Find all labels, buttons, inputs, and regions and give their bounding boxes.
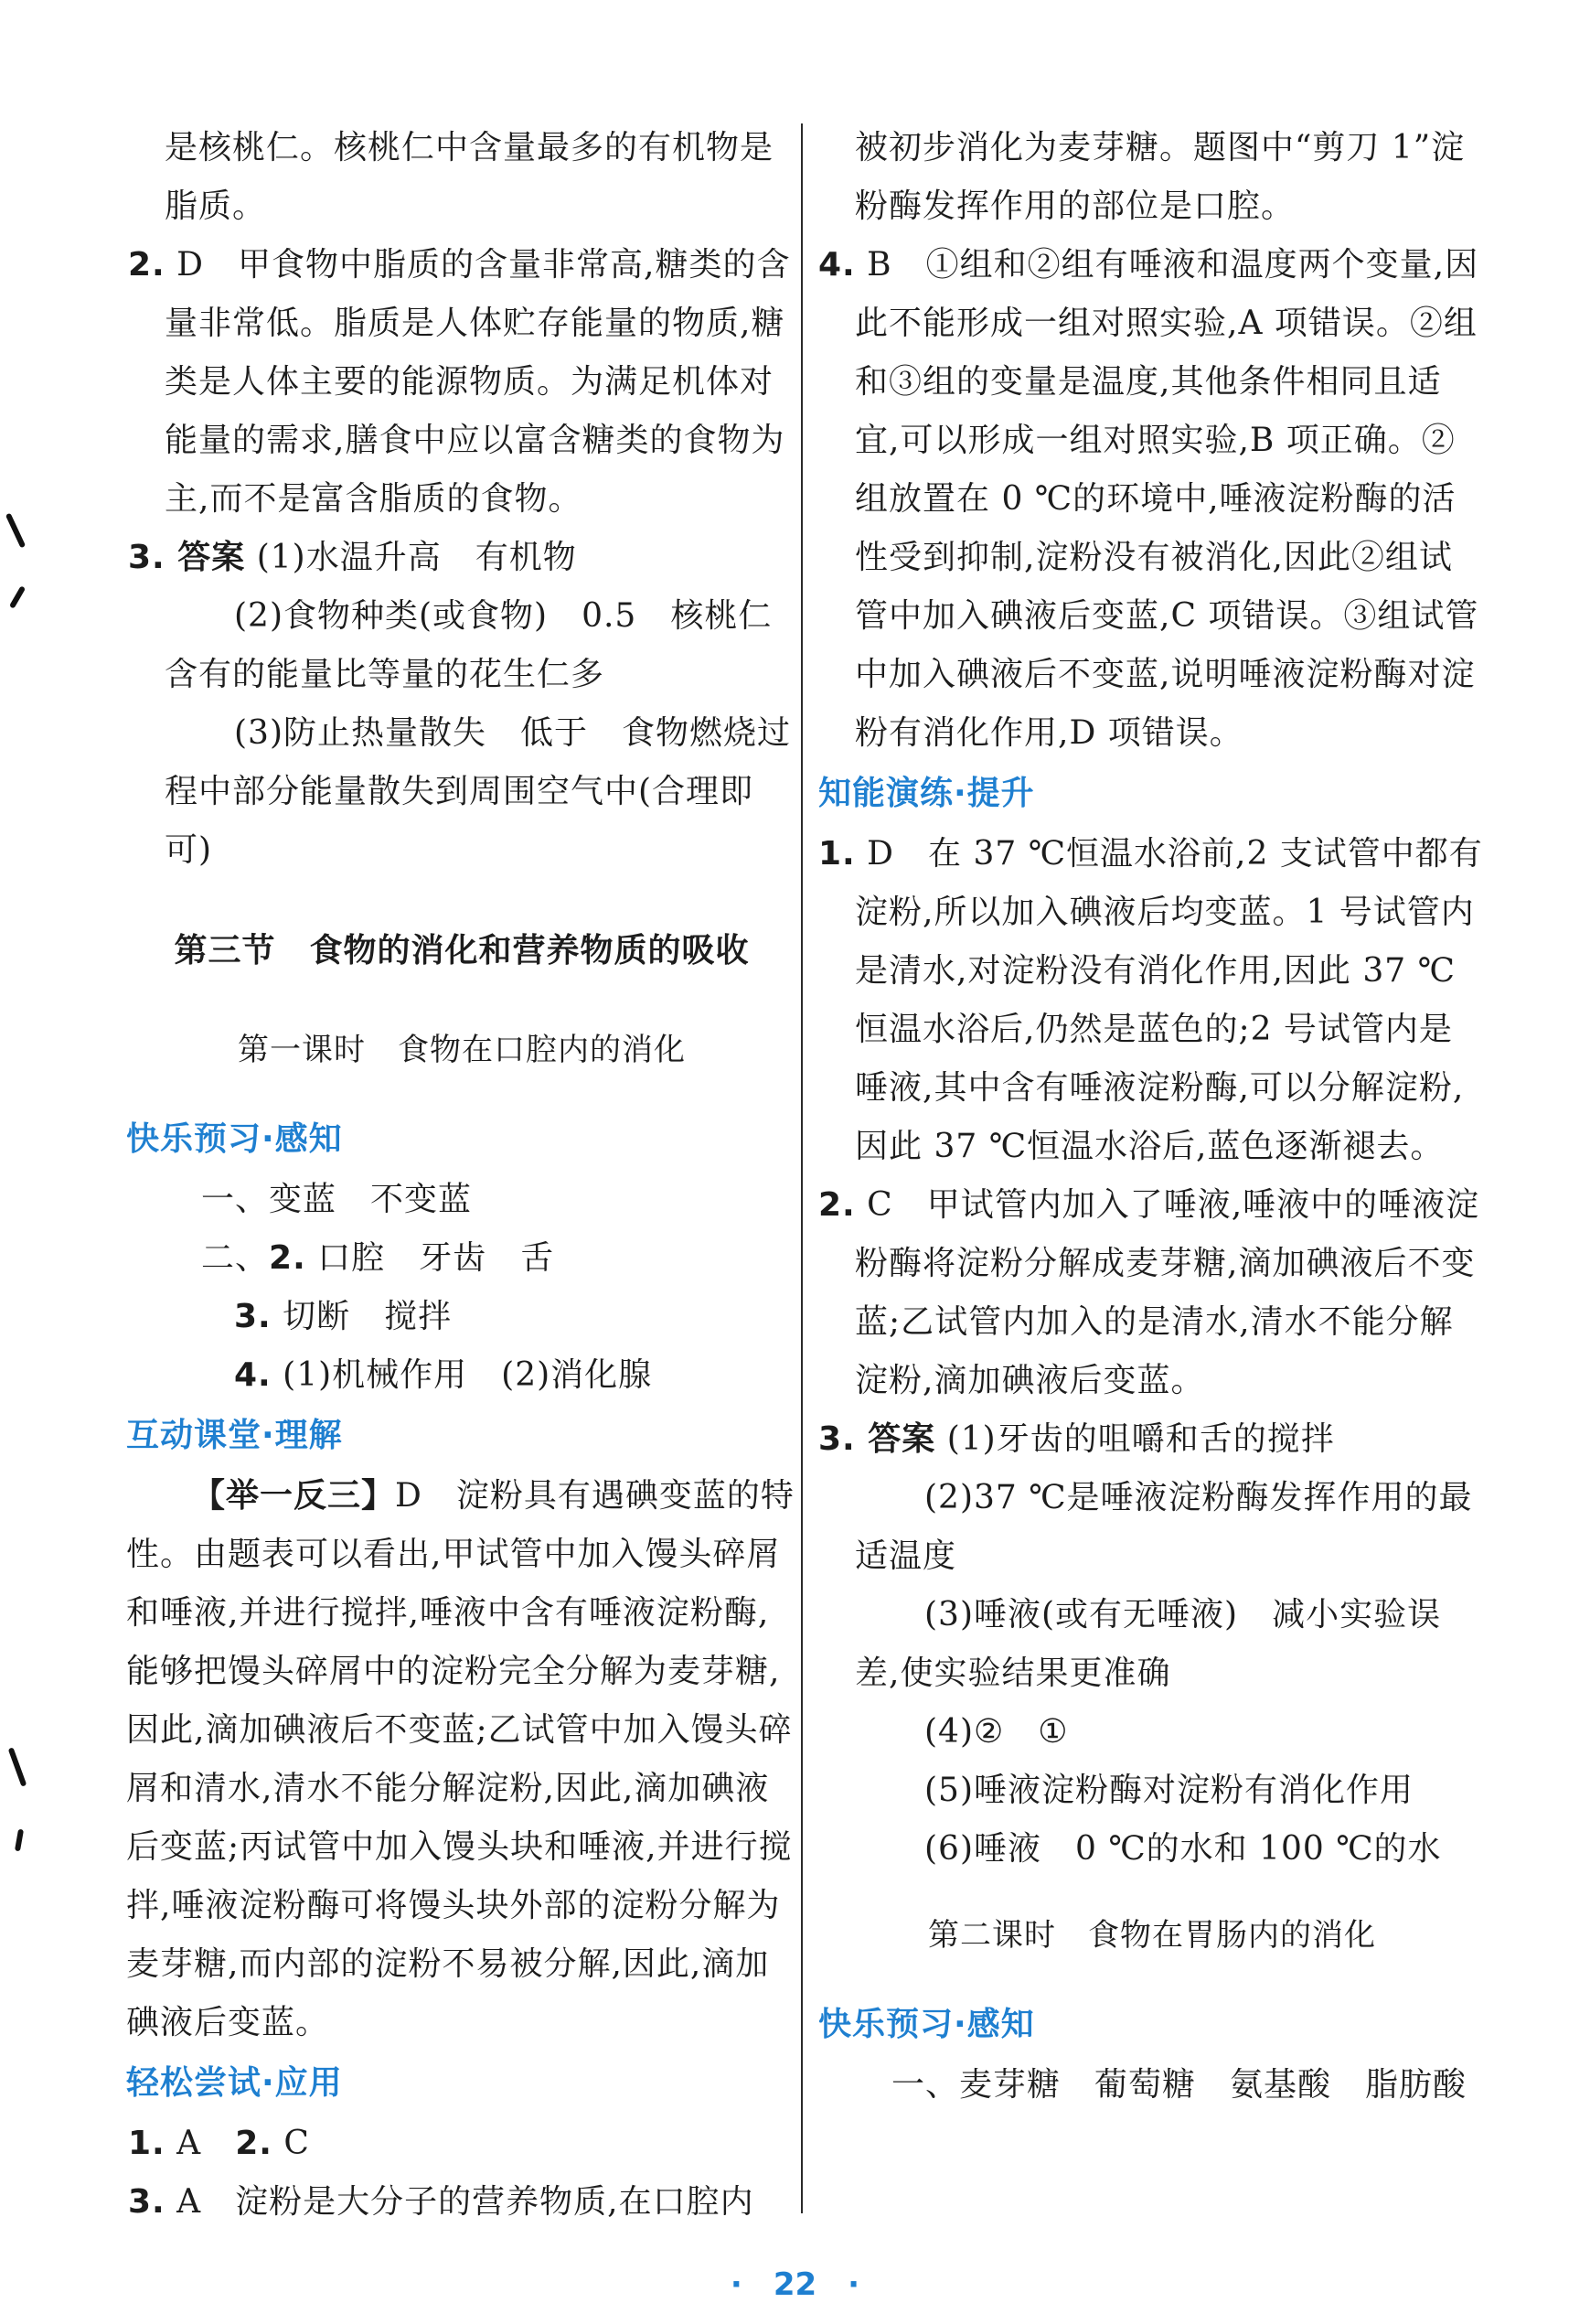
item-number: 3.	[234, 1298, 272, 1335]
scan-mark	[5, 513, 26, 549]
preview-item-1: 一、变蓝 不变蓝	[201, 1181, 473, 1218]
answer-item-2	[128, 236, 795, 529]
answer-text: B ①组和②组有唾液和温度两个变量,因此不能形成一组对照实验,A 项错误。②组和③组的变量是温度,其他条件相同且适宜,可以形成一组对照实验,B 项正确。②组放置在 0 ℃的环境中,唾液淀粉酶的活性受到抑制,淀粉没有被消化,因此②组试管中加入碘液后变蓝,C 项错误。③组试管中加入碘液后不变蓝,说明唾液淀粉酶对淀粉有消化作用,D 项错误。	[855, 246, 1479, 752]
item-number: 1.	[818, 835, 856, 873]
section-title: 第三节 食物的消化和营养物质的吸收	[174, 932, 750, 969]
item-number: 2.	[818, 1186, 856, 1224]
example-paragraph	[126, 1467, 795, 2052]
right-column	[818, 119, 1486, 2115]
answer-item-4	[818, 236, 1486, 763]
scan-mark	[15, 1829, 24, 1852]
skill-item-2	[818, 1176, 1486, 1410]
answer-text: (5)唾液淀粉酶对淀粉有消化作用	[924, 1772, 1414, 1809]
try-items-1-2	[128, 2115, 795, 2173]
answer-text: (3)唾液(或有无唾液) 减小实验误差,使实验结果更准确	[855, 1596, 1442, 1692]
answer-text: 切断 搅拌	[271, 1298, 453, 1335]
preview-prefix: 二、	[201, 1239, 270, 1277]
scan-mark	[8, 1747, 27, 1786]
left-column	[128, 119, 795, 2232]
answer-text: A 淀粉是大分子的营养物质,在口腔内	[165, 2183, 754, 2221]
answer-text: 口腔 牙齿 舌	[305, 1239, 555, 1277]
page-number: · 22 ·	[730, 2266, 860, 2303]
answer-text: A	[165, 2125, 236, 2162]
section-heading-preview: 快乐预习·感知	[126, 1120, 343, 1158]
section-heading-skill: 知能演练·提升	[818, 775, 1035, 812]
preview-item-1: 一、麦芽糖 葡萄糖 氨基酸 脂肪酸	[891, 2066, 1467, 2104]
answer-text: (1)牙齿的咀嚼和舌的搅拌	[935, 1420, 1335, 1458]
preview-item-4	[128, 1346, 795, 1405]
item-number: 2.	[235, 2125, 272, 2162]
item-number: 3.	[128, 2183, 165, 2221]
scan-mark	[9, 585, 26, 609]
answer-text: C 甲试管内加入了唾液,唾液中的唾液淀粉酶将淀粉分解成麦芽糖,滴加碘液后不变蓝;乙试管内加入的是清水,清水不能分解淀粉,滴加碘液后变蓝。	[855, 1186, 1480, 1399]
item-number: 1.	[128, 2125, 165, 2162]
preview-item-3	[128, 1288, 795, 1346]
lesson-title: 第二课时 食物在胃肠内的消化	[928, 1917, 1376, 1954]
column-divider	[801, 123, 803, 2213]
answer-label: 答案	[855, 1420, 936, 1458]
item-number: 3.	[818, 1420, 856, 1458]
answer-text: 是核桃仁。核桃仁中含量最多的有机物是脂质。	[165, 129, 774, 225]
skill-item-3	[818, 1410, 1486, 1469]
answer-label: 答案	[165, 539, 246, 576]
try-item-3	[128, 2173, 795, 2232]
section-heading-class: 互动课堂·理解	[126, 1417, 343, 1454]
preview-item-2	[128, 1229, 795, 1288]
answer-text: 被初步消化为麦芽糖。题图中“剪刀 1”淀粉酶发挥作用的部位是口腔。	[855, 129, 1466, 225]
section-heading-preview: 快乐预习·感知	[818, 2006, 1035, 2043]
answer-text: D 淀粉具有遇碘变蓝的特性。由题表可以看出,甲试管中加入馒头碎屑和唾液,并进行搅拌,唾液中含有唾液淀粉酶,能够把馒头碎屑中的淀粉完全分解为麦芽糖,因此,滴加碘液后不变蓝;乙试管中加入馒头碎屑和清水,清水不能分解淀粉,因此,滴加碘液后变蓝;丙试管中加入馒头块和唾液,并进行搅拌,唾液淀粉酶可将馒头块外部的淀粉分解为麦芽糖,而内部的淀粉不易被分解,因此,滴加碘液后变蓝。	[126, 1477, 795, 2041]
item-number: 2.	[269, 1239, 306, 1277]
example-label: 【举一反三】	[192, 1477, 396, 1515]
item-number: 4.	[818, 246, 856, 284]
answer-text: (1)机械作用 (2)消化腺	[271, 1356, 653, 1394]
answer-item-3	[128, 529, 795, 587]
answer-text: (1)水温升高 有机物	[245, 539, 577, 576]
answer-text: (6)唾液 0 ℃的水和 100 ℃的水	[924, 1830, 1442, 1868]
item-number: 3.	[128, 539, 165, 576]
lesson-title: 第一课时 食物在口腔内的消化	[238, 1032, 686, 1068]
answer-text: C	[272, 2125, 310, 2162]
section-heading-try: 轻松尝试·应用	[126, 2064, 343, 2102]
answer-text: D 在 37 ℃恒温水浴前,2 支试管中都有淀粉,所以加入碘液后均变蓝。1 号试管内是清水,对淀粉没有消化作用,因此 37 ℃恒温水浴后,仍然是蓝色的;2 号试管内是唾液,其中含有唾液淀粉酶,可以分解淀粉,因此 37 ℃恒温水浴后,蓝色逐渐褪去。	[855, 835, 1483, 1165]
skill-item-1	[818, 825, 1486, 1176]
answer-text: (3)防止热量散失 低于 食物燃烧过程中部分能量散失到周围空气中(合理即可)	[165, 714, 791, 869]
answer-text: (2)食物种类(或食物) 0.5 核桃仁含有的能量比等量的花生仁多	[165, 597, 773, 693]
item-number: 2.	[128, 246, 165, 284]
answer-text: D 甲食物中脂质的含量非常高,糖类的含量非常低。脂质是人体贮存能量的物质,糖类是人体主要的能源物质。为满足机体对能量的需求,膳食中应以富含糖类的食物为主,而不是富含脂质的食物。	[165, 246, 791, 518]
answer-text: (2)37 ℃是唾液淀粉酶发挥作用的最适温度	[855, 1479, 1473, 1575]
item-number: 4.	[234, 1356, 272, 1394]
answer-text: (4)② ①	[924, 1713, 1069, 1751]
